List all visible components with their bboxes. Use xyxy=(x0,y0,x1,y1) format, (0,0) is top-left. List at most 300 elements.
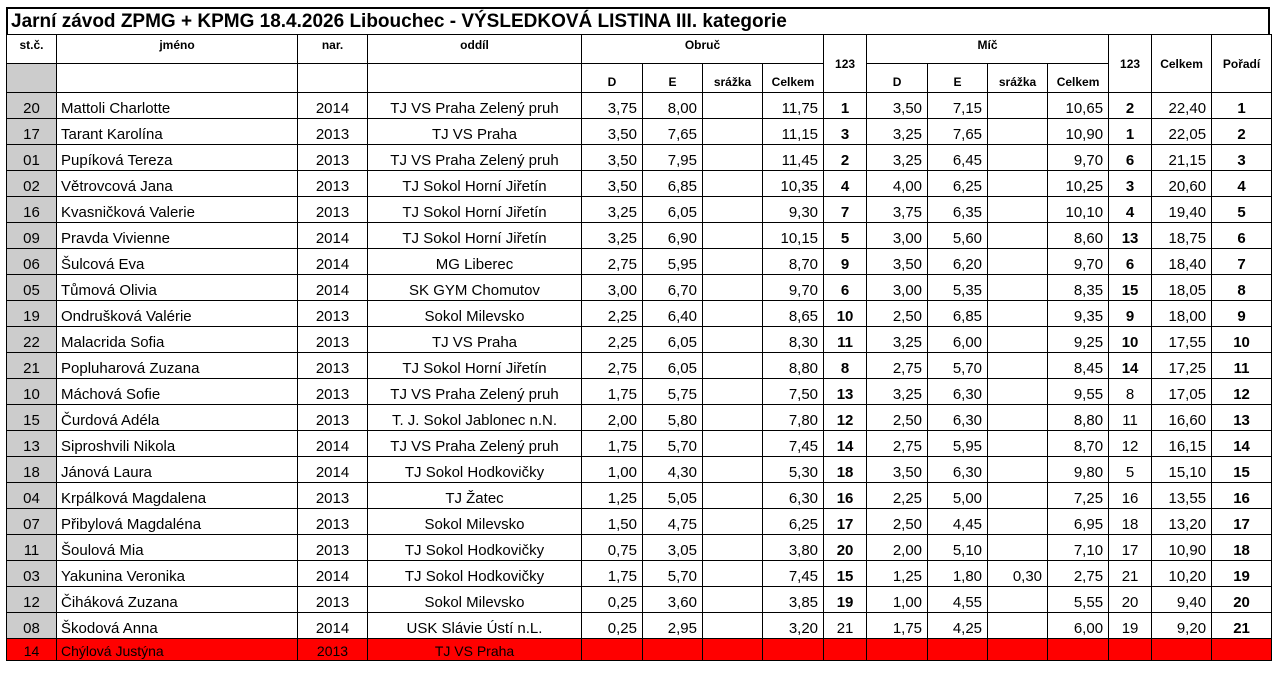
grand-total-cell: 21,15 xyxy=(1152,145,1212,171)
start-no-cell: 03 xyxy=(7,561,57,587)
club-cell: TJ Žatec xyxy=(368,483,582,509)
table-row xyxy=(7,353,1272,379)
ball-total-cell: 8,35 xyxy=(1048,275,1109,301)
grand-total-cell: 22,40 xyxy=(1152,93,1212,119)
grand-total-cell: 18,00 xyxy=(1152,301,1212,327)
hoop-d-cell: 3,25 xyxy=(582,223,643,249)
ball-d-cell: 2,00 xyxy=(867,535,928,561)
ball-rank-cell: 6 xyxy=(1109,145,1152,171)
header-start-no: st.č. xyxy=(7,35,57,64)
born-cell: 2013 xyxy=(298,353,368,379)
hoop-d-cell: 3,75 xyxy=(582,93,643,119)
ball-rank-cell: 1 xyxy=(1109,119,1152,145)
ball-e-cell: 6,30 xyxy=(928,405,988,431)
start-no-cell: 13 xyxy=(7,431,57,457)
hoop-penalty-cell xyxy=(703,405,763,431)
empty-cell xyxy=(582,639,643,661)
hoop-d-cell: 1,75 xyxy=(582,561,643,587)
ball-d-cell: 3,25 xyxy=(867,119,928,145)
hoop-d-cell: 0,25 xyxy=(582,613,643,639)
hoop-e-cell: 5,70 xyxy=(643,561,703,587)
ball-penalty-cell xyxy=(988,223,1048,249)
ball-total-cell: 7,10 xyxy=(1048,535,1109,561)
header-ball-penalty: srážka xyxy=(988,64,1048,93)
name-cell: Yakunina Veronika xyxy=(57,561,298,587)
ball-d-cell: 2,50 xyxy=(867,405,928,431)
hoop-d-cell: 3,50 xyxy=(582,119,643,145)
ball-rank-cell: 15 xyxy=(1109,275,1152,301)
ball-penalty-cell xyxy=(988,93,1048,119)
table-row xyxy=(7,119,1272,145)
hoop-e-cell: 6,70 xyxy=(643,275,703,301)
table-row xyxy=(7,145,1272,171)
ball-penalty-cell xyxy=(988,197,1048,223)
hoop-total-cell: 11,75 xyxy=(763,93,824,119)
ball-penalty-cell xyxy=(988,457,1048,483)
hoop-d-cell: 2,25 xyxy=(582,327,643,353)
ball-total-cell: 8,45 xyxy=(1048,353,1109,379)
name-cell: Pupíková Tereza xyxy=(57,145,298,171)
name-cell: Škodová Anna xyxy=(57,613,298,639)
start-no-cell: 18 xyxy=(7,457,57,483)
ball-penalty-cell xyxy=(988,119,1048,145)
ball-e-cell: 6,35 xyxy=(928,197,988,223)
club-cell: TJ VS Praha Zelený pruh xyxy=(368,93,582,119)
place-cell: 15 xyxy=(1212,457,1272,483)
grand-total-cell: 9,40 xyxy=(1152,587,1212,613)
table-row xyxy=(7,561,1272,587)
ball-e-cell: 1,80 xyxy=(928,561,988,587)
hoop-rank-cell: 14 xyxy=(824,431,867,457)
hoop-total-cell: 11,45 xyxy=(763,145,824,171)
hoop-total-cell: 10,15 xyxy=(763,223,824,249)
club-cell: TJ VS Praha Zelený pruh xyxy=(368,379,582,405)
grand-total-cell: 16,15 xyxy=(1152,431,1212,457)
name-cell: Malacrida Sofia xyxy=(57,327,298,353)
born-cell: 2013 xyxy=(298,509,368,535)
ball-d-cell: 3,00 xyxy=(867,223,928,249)
ball-total-cell: 2,75 xyxy=(1048,561,1109,587)
hoop-penalty-cell xyxy=(703,353,763,379)
ball-penalty-cell xyxy=(988,587,1048,613)
name-cell: Čurdová Adéla xyxy=(57,405,298,431)
place-cell: 20 xyxy=(1212,587,1272,613)
place-cell: 16 xyxy=(1212,483,1272,509)
table-row xyxy=(7,457,1272,483)
ball-rank-cell: 14 xyxy=(1109,353,1152,379)
ball-e-cell: 6,30 xyxy=(928,457,988,483)
ball-rank-cell: 8 xyxy=(1109,379,1152,405)
hoop-total-cell: 7,45 xyxy=(763,431,824,457)
grand-total-cell: 20,60 xyxy=(1152,171,1212,197)
ball-e-cell: 6,20 xyxy=(928,249,988,275)
ball-penalty-cell xyxy=(988,405,1048,431)
name-cell: Větrovcová Jana xyxy=(57,171,298,197)
ball-total-cell: 9,35 xyxy=(1048,301,1109,327)
club-cell: TJ Sokol Hodkovičky xyxy=(368,457,582,483)
header-grand-total: Celkem xyxy=(1152,35,1212,93)
ball-total-cell: 9,70 xyxy=(1048,249,1109,275)
ball-total-cell: 9,25 xyxy=(1048,327,1109,353)
hoop-total-cell: 3,20 xyxy=(763,613,824,639)
ball-rank-cell: 3 xyxy=(1109,171,1152,197)
header-hoop-e: E xyxy=(643,64,703,93)
header-hoop-total: Celkem xyxy=(763,64,824,93)
hoop-total-cell: 3,85 xyxy=(763,587,824,613)
hoop-total-cell: 7,50 xyxy=(763,379,824,405)
place-cell: 9 xyxy=(1212,301,1272,327)
hoop-rank-cell: 19 xyxy=(824,587,867,613)
ball-penalty-cell xyxy=(988,613,1048,639)
grand-total-cell: 13,20 xyxy=(1152,509,1212,535)
table-row xyxy=(7,431,1272,457)
born-cell: 2013 xyxy=(298,587,368,613)
grand-total-cell: 18,40 xyxy=(1152,249,1212,275)
hoop-total-cell: 5,30 xyxy=(763,457,824,483)
hoop-d-cell: 3,50 xyxy=(582,171,643,197)
empty-cell xyxy=(824,639,867,661)
empty-cell xyxy=(643,639,703,661)
ball-penalty-cell xyxy=(988,431,1048,457)
header-club-blank xyxy=(368,64,582,93)
hoop-rank-cell: 11 xyxy=(824,327,867,353)
ball-total-cell: 8,80 xyxy=(1048,405,1109,431)
hoop-total-cell: 6,25 xyxy=(763,509,824,535)
start-no-cell: 22 xyxy=(7,327,57,353)
start-no-cell: 17 xyxy=(7,119,57,145)
empty-cell xyxy=(988,639,1048,661)
club-cell: TJ Sokol Hodkovičky xyxy=(368,535,582,561)
ball-penalty-cell xyxy=(988,483,1048,509)
ball-d-cell: 3,25 xyxy=(867,145,928,171)
born-cell: 2014 xyxy=(298,431,368,457)
ball-penalty-cell xyxy=(988,249,1048,275)
ball-rank-cell: 12 xyxy=(1109,431,1152,457)
ball-penalty-cell xyxy=(988,535,1048,561)
ball-d-cell: 3,50 xyxy=(867,93,928,119)
place-cell: 12 xyxy=(1212,379,1272,405)
ball-d-cell: 2,50 xyxy=(867,509,928,535)
empty-cell xyxy=(1109,639,1152,661)
hoop-penalty-cell xyxy=(703,171,763,197)
ball-e-cell: 6,00 xyxy=(928,327,988,353)
ball-rank-cell: 18 xyxy=(1109,509,1152,535)
ball-d-cell: 3,50 xyxy=(867,457,928,483)
hoop-penalty-cell xyxy=(703,457,763,483)
name-cell: Popluharová Zuzana xyxy=(57,353,298,379)
start-no-cell: 08 xyxy=(7,613,57,639)
club-cell: T. J. Sokol Jablonec n.N. xyxy=(368,405,582,431)
ball-penalty-cell xyxy=(988,327,1048,353)
table-row xyxy=(7,223,1272,249)
name-cell: Siproshvili Nikola xyxy=(57,431,298,457)
hoop-penalty-cell xyxy=(703,561,763,587)
ball-penalty-cell xyxy=(988,379,1048,405)
ball-rank-cell: 21 xyxy=(1109,561,1152,587)
ball-d-cell: 2,75 xyxy=(867,353,928,379)
hoop-e-cell: 5,95 xyxy=(643,249,703,275)
ball-d-cell: 3,75 xyxy=(867,197,928,223)
place-cell: 3 xyxy=(1212,145,1272,171)
hoop-d-cell: 2,75 xyxy=(582,353,643,379)
hoop-rank-cell: 10 xyxy=(824,301,867,327)
place-cell: 2 xyxy=(1212,119,1272,145)
grand-total-cell: 13,55 xyxy=(1152,483,1212,509)
place-cell: 11 xyxy=(1212,353,1272,379)
hoop-d-cell: 1,75 xyxy=(582,431,643,457)
ball-rank-cell: 6 xyxy=(1109,249,1152,275)
hoop-d-cell: 3,00 xyxy=(582,275,643,301)
name-cell: Tůmová Olivia xyxy=(57,275,298,301)
born-cell: 2014 xyxy=(298,275,368,301)
name-cell: Šulcová Eva xyxy=(57,249,298,275)
born-cell: 2014 xyxy=(298,223,368,249)
ball-total-cell: 8,70 xyxy=(1048,431,1109,457)
start-no-cell: 20 xyxy=(7,93,57,119)
ball-d-cell: 2,50 xyxy=(867,301,928,327)
hoop-e-cell: 5,80 xyxy=(643,405,703,431)
ball-rank-cell: 11 xyxy=(1109,405,1152,431)
hoop-penalty-cell xyxy=(703,431,763,457)
table-row xyxy=(7,535,1272,561)
table-row xyxy=(7,93,1272,119)
ball-rank-cell: 2 xyxy=(1109,93,1152,119)
ball-d-cell: 1,25 xyxy=(867,561,928,587)
hoop-e-cell: 6,05 xyxy=(643,197,703,223)
grand-total-cell: 16,60 xyxy=(1152,405,1212,431)
header-hoop-d: D xyxy=(582,64,643,93)
ball-penalty-cell xyxy=(988,301,1048,327)
hoop-e-cell: 3,60 xyxy=(643,587,703,613)
hoop-d-cell: 1,00 xyxy=(582,457,643,483)
place-cell: 17 xyxy=(1212,509,1272,535)
grand-total-cell: 9,20 xyxy=(1152,613,1212,639)
ball-rank-cell: 10 xyxy=(1109,327,1152,353)
born-cell: 2014 xyxy=(298,249,368,275)
grand-total-cell: 17,25 xyxy=(1152,353,1212,379)
name-cell: Šoulová Mia xyxy=(57,535,298,561)
hoop-total-cell: 8,80 xyxy=(763,353,824,379)
hoop-rank-cell: 6 xyxy=(824,275,867,301)
start-no-cell: 01 xyxy=(7,145,57,171)
ball-rank-cell: 20 xyxy=(1109,587,1152,613)
start-no-cell: 11 xyxy=(7,535,57,561)
ball-total-cell: 10,25 xyxy=(1048,171,1109,197)
ball-d-cell: 1,00 xyxy=(867,587,928,613)
hoop-penalty-cell xyxy=(703,613,763,639)
grand-total-cell: 18,75 xyxy=(1152,223,1212,249)
club-cell: TJ Sokol Horní Jiřetín xyxy=(368,353,582,379)
hoop-e-cell: 5,05 xyxy=(643,483,703,509)
ball-penalty-cell xyxy=(988,509,1048,535)
sheet-title: Jarní závod ZPMG + KPMG 18.4.2026 Libouchec - VÝSLEDKOVÁ LISTINA III. kategorie xyxy=(6,7,1270,34)
hoop-e-cell: 8,00 xyxy=(643,93,703,119)
born-cell: 2014 xyxy=(298,613,368,639)
start-no-cell: 21 xyxy=(7,353,57,379)
hoop-rank-cell: 8 xyxy=(824,353,867,379)
club-cell: USK Slávie Ústí n.L. xyxy=(368,613,582,639)
hoop-total-cell: 8,30 xyxy=(763,327,824,353)
header-name-blank xyxy=(57,64,298,93)
hoop-penalty-cell xyxy=(703,93,763,119)
ball-rank-cell: 5 xyxy=(1109,457,1152,483)
grand-total-cell: 10,90 xyxy=(1152,535,1212,561)
born-cell: 2013 xyxy=(298,301,368,327)
hoop-total-cell: 9,70 xyxy=(763,275,824,301)
ball-d-cell: 3,50 xyxy=(867,249,928,275)
table-row xyxy=(7,613,1272,639)
ball-e-cell: 4,45 xyxy=(928,509,988,535)
ball-total-cell: 10,65 xyxy=(1048,93,1109,119)
start-no-cell: 07 xyxy=(7,509,57,535)
hoop-penalty-cell xyxy=(703,327,763,353)
results-sheet xyxy=(6,7,1270,661)
hoop-e-cell: 7,95 xyxy=(643,145,703,171)
ball-total-cell: 9,55 xyxy=(1048,379,1109,405)
hoop-total-cell: 10,35 xyxy=(763,171,824,197)
born-cell: 2013 xyxy=(298,145,368,171)
club-cell: TJ VS Praha Zelený pruh xyxy=(368,431,582,457)
hoop-d-cell: 0,75 xyxy=(582,535,643,561)
header-name: jméno xyxy=(57,35,298,64)
name-cell: Čiháková Zuzana xyxy=(57,587,298,613)
hoop-rank-cell: 9 xyxy=(824,249,867,275)
hoop-rank-cell: 2 xyxy=(824,145,867,171)
ball-rank-cell: 13 xyxy=(1109,223,1152,249)
table-row xyxy=(7,483,1272,509)
club-cell: TJ Sokol Horní Jiřetín xyxy=(368,171,582,197)
name-cell: Máchová Sofie xyxy=(57,379,298,405)
place-cell: 10 xyxy=(1212,327,1272,353)
start-no-cell: 15 xyxy=(7,405,57,431)
hoop-rank-cell: 15 xyxy=(824,561,867,587)
hoop-e-cell: 6,05 xyxy=(643,353,703,379)
place-cell: 18 xyxy=(1212,535,1272,561)
hoop-d-cell: 0,25 xyxy=(582,587,643,613)
club-cell: Sokol Milevsko xyxy=(368,301,582,327)
ball-rank-cell: 9 xyxy=(1109,301,1152,327)
ball-total-cell: 10,90 xyxy=(1048,119,1109,145)
header-ball: Míč xyxy=(867,35,1109,64)
hoop-e-cell: 4,30 xyxy=(643,457,703,483)
table-row xyxy=(7,301,1272,327)
born-cell: 2014 xyxy=(298,93,368,119)
table-row xyxy=(7,379,1272,405)
ball-penalty-cell xyxy=(988,275,1048,301)
hoop-d-cell: 3,50 xyxy=(582,145,643,171)
hoop-e-cell: 4,75 xyxy=(643,509,703,535)
ball-e-cell: 5,60 xyxy=(928,223,988,249)
place-cell: 4 xyxy=(1212,171,1272,197)
hoop-e-cell: 6,90 xyxy=(643,223,703,249)
club-cell: TJ Sokol Hodkovičky xyxy=(368,561,582,587)
club-cell: SK GYM Chomutov xyxy=(368,275,582,301)
ball-e-cell: 5,10 xyxy=(928,535,988,561)
header-ball-e: E xyxy=(928,64,988,93)
hoop-d-cell: 1,25 xyxy=(582,483,643,509)
born-cell: 2013 xyxy=(298,405,368,431)
ball-d-cell: 4,00 xyxy=(867,171,928,197)
table-row xyxy=(7,509,1272,535)
start-no-cell: 09 xyxy=(7,223,57,249)
ball-total-cell: 9,80 xyxy=(1048,457,1109,483)
ball-e-cell: 5,70 xyxy=(928,353,988,379)
hoop-rank-cell: 13 xyxy=(824,379,867,405)
header-ball-d: D xyxy=(867,64,928,93)
hoop-e-cell: 5,70 xyxy=(643,431,703,457)
grand-total-cell: 17,05 xyxy=(1152,379,1212,405)
ball-e-cell: 6,25 xyxy=(928,171,988,197)
table-row xyxy=(7,587,1272,613)
hoop-penalty-cell xyxy=(703,145,763,171)
empty-cell xyxy=(867,639,928,661)
ball-total-cell: 8,60 xyxy=(1048,223,1109,249)
start-no-cell: 10 xyxy=(7,379,57,405)
club-cell: Sokol Milevsko xyxy=(368,509,582,535)
hoop-e-cell: 2,95 xyxy=(643,613,703,639)
hoop-d-cell: 2,00 xyxy=(582,405,643,431)
ball-d-cell: 1,75 xyxy=(867,613,928,639)
empty-cell xyxy=(703,639,763,661)
start-no-cell: 12 xyxy=(7,587,57,613)
empty-cell xyxy=(763,639,824,661)
name-cell: Mattoli Charlotte xyxy=(57,93,298,119)
place-cell: 14 xyxy=(1212,431,1272,457)
born-cell: 2014 xyxy=(298,457,368,483)
ball-d-cell: 3,25 xyxy=(867,327,928,353)
hoop-penalty-cell xyxy=(703,483,763,509)
ball-penalty-cell: 0,30 xyxy=(988,561,1048,587)
table-row xyxy=(7,275,1272,301)
ball-total-cell: 6,95 xyxy=(1048,509,1109,535)
ball-rank-cell: 19 xyxy=(1109,613,1152,639)
empty-cell xyxy=(1152,639,1212,661)
name-cell: Tarant Karolína xyxy=(57,119,298,145)
ball-total-cell: 9,70 xyxy=(1048,145,1109,171)
header-ball-rank: 123 xyxy=(1109,35,1152,93)
name-cell: Chýlová Justýna xyxy=(57,639,298,661)
hoop-total-cell: 8,65 xyxy=(763,301,824,327)
born-cell: 2013 xyxy=(298,171,368,197)
born-cell: 2014 xyxy=(298,561,368,587)
hoop-d-cell: 1,50 xyxy=(582,509,643,535)
start-no-cell: 14 xyxy=(7,639,57,661)
ball-e-cell: 6,30 xyxy=(928,379,988,405)
place-cell: 7 xyxy=(1212,249,1272,275)
header-place: Pořadí xyxy=(1212,35,1272,93)
born-cell: 2013 xyxy=(298,483,368,509)
place-cell: 19 xyxy=(1212,561,1272,587)
ball-e-cell: 5,00 xyxy=(928,483,988,509)
club-cell: TJ VS Praha Zelený pruh xyxy=(368,145,582,171)
header-hoop-rank: 123 xyxy=(824,35,867,93)
place-cell: 6 xyxy=(1212,223,1272,249)
name-cell: Přibylová Magdaléna xyxy=(57,509,298,535)
results-body xyxy=(7,93,1272,661)
ball-total-cell: 6,00 xyxy=(1048,613,1109,639)
hoop-e-cell: 6,05 xyxy=(643,327,703,353)
grand-total-cell: 10,20 xyxy=(1152,561,1212,587)
hoop-d-cell: 2,75 xyxy=(582,249,643,275)
table-row xyxy=(7,249,1272,275)
ball-e-cell: 5,35 xyxy=(928,275,988,301)
hoop-rank-cell: 4 xyxy=(824,171,867,197)
ball-penalty-cell xyxy=(988,171,1048,197)
hoop-total-cell: 7,45 xyxy=(763,561,824,587)
hoop-total-cell: 8,70 xyxy=(763,249,824,275)
name-cell: Ondrušková Valérie xyxy=(57,301,298,327)
ball-e-cell: 4,25 xyxy=(928,613,988,639)
